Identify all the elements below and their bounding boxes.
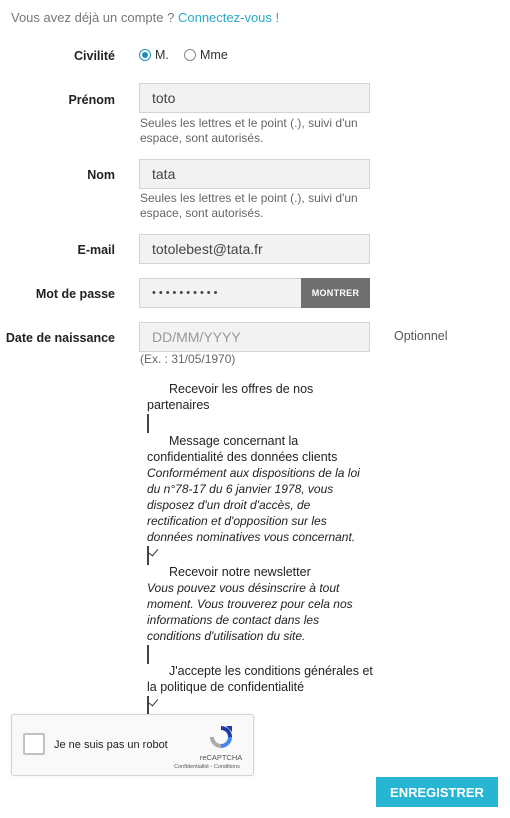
login-link[interactable]: Connectez-vous ! <box>177 10 280 25</box>
privacy-message-option[interactable] <box>147 433 372 563</box>
partner-offers-option[interactable] <box>147 381 372 431</box>
birthdate-example: (Ex. : 31/05/1970) <box>140 352 236 366</box>
login-prompt <box>11 10 279 25</box>
terms-checkbox[interactable] <box>147 696 149 715</box>
civility-option-m-label: M. <box>155 48 169 62</box>
terms-label: J'accepte les conditions générales et la politique de confidentialité <box>147 664 373 694</box>
partner-offers-checkbox[interactable] <box>147 414 149 433</box>
firstname-input[interactable] <box>139 83 370 113</box>
civility-option-mme[interactable] <box>184 48 228 62</box>
radio-m[interactable] <box>139 49 151 61</box>
firstname-label: Prénom <box>68 93 115 107</box>
recaptcha-terms-link[interactable]: Confidentialité - Conditions <box>174 764 240 770</box>
newsletter-label: Recevoir notre newsletter <box>169 565 311 579</box>
civility-option-m[interactable] <box>139 48 169 62</box>
recaptcha-brand: reCAPTCHA <box>199 753 243 762</box>
terms-option[interactable] <box>147 663 375 713</box>
lastname-input[interactable] <box>139 159 370 189</box>
birthdate-input[interactable] <box>139 322 370 352</box>
newsletter-description: Vous pouvez vous désinscrire à tout moment. Vous trouverez pour cela nos informations de contact dans les conditions d'utilisation du site. <box>147 581 353 643</box>
birthdate-label: Date de naissance <box>5 331 115 345</box>
recaptcha-logo-icon <box>207 723 235 756</box>
privacy-message-description: Conformément aux dispositions de la loi du n°78-17 du 6 janvier 1978, vous disposez d'un droit d'accès, de rectification et d'opposition sur les données nominatives vous concernant. <box>147 466 360 544</box>
password-label: Mot de passe <box>35 287 115 301</box>
civility-option-mme-label: Mme <box>200 48 228 62</box>
password-input[interactable]: •••••••••• <box>139 278 302 308</box>
civility-label: Civilité <box>74 49 115 63</box>
lastname-label: Nom <box>87 168 115 182</box>
privacy-message-checkbox[interactable] <box>147 546 149 565</box>
recaptcha-widget <box>11 714 254 776</box>
login-prompt-text: Vous avez déjà un compte ? <box>11 10 175 25</box>
email-label: E-mail <box>77 243 115 257</box>
recaptcha-label: Je ne suis pas un robot <box>54 739 168 751</box>
partner-offers-label: Recevoir les offres de nos partenaires <box>147 382 314 412</box>
privacy-message-label: Message concernant la confidentialité des données clients <box>147 434 338 464</box>
lastname-help: Seules les lettres et le point (.), suivi d'un espace, sont autorisés. <box>140 191 358 220</box>
newsletter-option[interactable] <box>147 564 372 662</box>
newsletter-checkbox[interactable] <box>147 645 149 664</box>
birthdate-optional: Optionnel <box>394 329 448 343</box>
show-password-button[interactable]: MONTRER <box>301 278 370 308</box>
radio-mme[interactable] <box>184 49 196 61</box>
submit-button[interactable]: ENREGISTRER <box>376 777 498 807</box>
recaptcha-checkbox[interactable] <box>23 733 45 755</box>
firstname-help: Seules les lettres et le point (.), suivi d'un espace, sont autorisés. <box>140 116 358 145</box>
email-input[interactable] <box>139 234 370 264</box>
